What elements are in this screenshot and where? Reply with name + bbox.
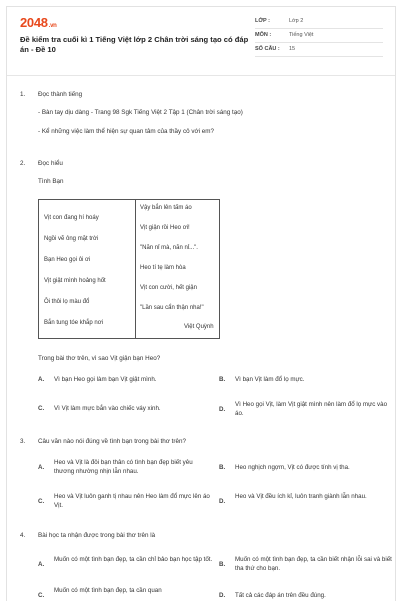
option-label: D. bbox=[219, 592, 226, 599]
meta-value: 15 bbox=[289, 46, 296, 52]
meta-row-count bbox=[255, 43, 383, 57]
question-text: Đọc thành tiếng bbox=[38, 91, 83, 98]
option-label: C. bbox=[38, 592, 45, 599]
poem-table bbox=[38, 199, 220, 339]
poem-line: Vịt con cười, hết giận bbox=[140, 285, 197, 291]
option-text: Muốn có một tình bạn đẹp, ta cần biết nhận lỗi sai và biết tha thứ cho bạn. bbox=[235, 556, 392, 572]
option-text: Vì Vịt làm mực bắn vào chiếc váy xinh. bbox=[54, 405, 161, 412]
option-text: Tất cả các đáp án trên đều đúng. bbox=[235, 592, 326, 599]
document-page bbox=[6, 6, 396, 601]
option-label: A. bbox=[38, 376, 45, 383]
q1-line-1: - Bàn tay dịu dàng - Trang 98 Sgk Tiếng Việt 2 Tập 1 (Chân trời sáng tạo) bbox=[38, 109, 243, 116]
q2-question: Trong bài thơ trên, vì sao Vịt giận bạn Heo? bbox=[38, 355, 161, 362]
poem-line: Vịt giận rồi Heo ơi! bbox=[140, 225, 190, 231]
question-text: Bài học ta nhận được trong bài thơ trên là bbox=[38, 532, 156, 539]
meta-row-subject bbox=[255, 29, 383, 43]
poem-line: Ngồi vẽ ông mặt trời bbox=[44, 236, 99, 242]
option-label: D. bbox=[219, 498, 226, 505]
option-text: Heo và Vịt là đôi bạn thân có tình bạn đẹp biết yêu thương nhường nhịn lẫn nhau. bbox=[54, 459, 193, 475]
option-label: B. bbox=[219, 561, 226, 568]
question-number: 1. bbox=[20, 91, 26, 98]
page-title: Đề kiểm tra cuối kì 1 Tiếng Việt lớp 2 Chân trời sáng tạo có đáp án - Đề 10 bbox=[20, 35, 249, 54]
poem-line: Bạn Heo gọi ôi ơi bbox=[44, 257, 91, 263]
option-label: D. bbox=[219, 406, 226, 413]
poem-line: Vậy bắn lên tấm áo bbox=[140, 205, 192, 211]
poem-line: Vịt giật mình hoảng hốt bbox=[44, 278, 106, 284]
meta-key: LỚP : bbox=[255, 18, 270, 24]
meta-key: SỐ CÂU : bbox=[255, 46, 280, 52]
option-text: Vì Heo gọi Vịt, làm Vịt giật mình nên làm đổ lọ mực vào áo. bbox=[235, 401, 388, 417]
option-label: A. bbox=[38, 561, 45, 568]
meta-info bbox=[255, 15, 383, 57]
meta-value: Tiếng Việt bbox=[289, 32, 314, 38]
question-number: 4. bbox=[20, 532, 26, 539]
option-text: Heo và Vịt luôn ganh tị nhau nên Heo làm đổ mực lên áo Vịt. bbox=[54, 493, 210, 509]
poem-divider bbox=[135, 200, 136, 338]
header bbox=[7, 7, 395, 65]
question-text: Câu văn nào nói đúng về tình bạn trong bài thơ trên? bbox=[38, 438, 187, 445]
option-text: Muốn có một tình bạn đẹp, ta cần chỉ bảo bạn học tập tốt. bbox=[54, 556, 213, 563]
option-text: Heo và Vịt đều ích kỉ, luôn tranh giành lẫn nhau. bbox=[235, 493, 367, 500]
q1-line-2: - Kể những việc làm thể hiện sự quan tâm của thầy cô với em? bbox=[38, 128, 215, 135]
question-number: 2. bbox=[20, 160, 26, 167]
option-label: C. bbox=[38, 405, 45, 412]
logo-suffix: .vn bbox=[48, 23, 57, 29]
poem-line: Vịt con đang hí hoáy bbox=[44, 215, 99, 221]
option-text: Vì bạn Vịt làm đổ lọ mực. bbox=[235, 376, 305, 383]
option-text: Muốn có một tình bạn đẹp, ta cần quan bbox=[54, 587, 162, 594]
header-divider bbox=[7, 75, 395, 76]
poem-title: Tình Bạn bbox=[38, 178, 64, 185]
option-label: C. bbox=[38, 498, 45, 505]
meta-value: Lớp 2 bbox=[289, 18, 304, 24]
poem-line: "Năn nỉ mà, năn nỉ...". bbox=[140, 245, 198, 251]
poem-line: Bắn tung tóe khắp nơi bbox=[44, 320, 103, 326]
meta-key: MÔN : bbox=[255, 32, 272, 38]
logo[interactable] bbox=[20, 15, 57, 30]
logo-text: 2048 bbox=[20, 15, 48, 30]
poem-line: Ôi thôi lọ màu đổ bbox=[44, 299, 90, 305]
option-text: Heo nghịch ngợm, Vịt có được tính vị tha. bbox=[235, 464, 350, 471]
poem-line: Heo tí tẹ làm hòa bbox=[140, 265, 186, 271]
option-label: B. bbox=[219, 464, 226, 471]
option-text: Vì bạn Heo gọi làm bạn Vịt giật mình. bbox=[54, 376, 157, 383]
poem-line: "Lần sau cẩn thận nha!" bbox=[140, 305, 204, 311]
question-text: Đọc hiểu bbox=[38, 160, 63, 167]
option-label: A. bbox=[38, 464, 45, 471]
meta-row-class bbox=[255, 15, 383, 29]
poem-author: Việt Quỳnh bbox=[184, 324, 214, 330]
option-label: B. bbox=[219, 376, 226, 383]
question-number: 3. bbox=[20, 438, 26, 445]
